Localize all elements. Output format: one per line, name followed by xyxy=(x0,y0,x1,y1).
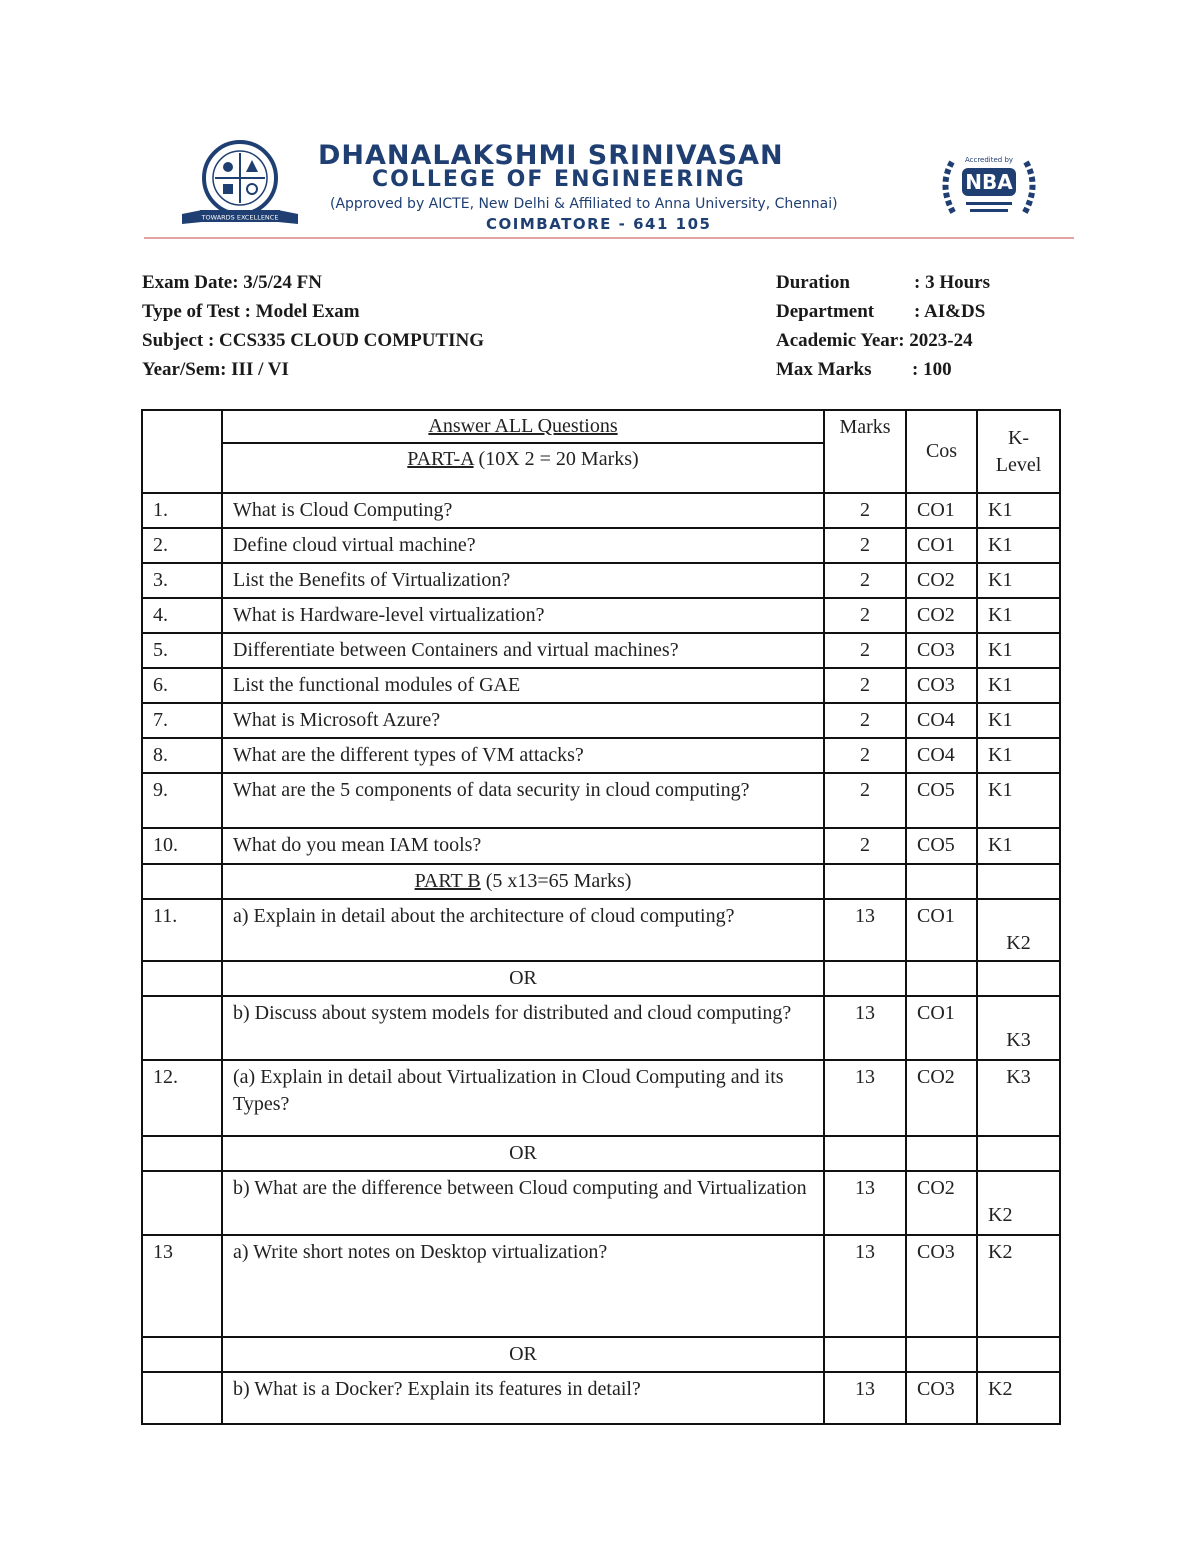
nba-badge-icon xyxy=(930,148,1048,228)
question-text: What are the different types of VM attacks? xyxy=(222,738,824,773)
table-row xyxy=(142,528,1060,563)
question-text: a) Explain in detail about the architecture of cloud computing? xyxy=(222,899,824,961)
question-number: 8. xyxy=(142,738,222,773)
header-divider xyxy=(144,237,1074,239)
question-klevel: K2 xyxy=(977,899,1060,961)
answer-all-instruction: Answer ALL Questions xyxy=(223,411,823,444)
question-marks: 13 xyxy=(824,1235,906,1337)
question-marks: 2 xyxy=(824,598,906,633)
part-a-marks: (10X 2 = 20 Marks) xyxy=(473,448,639,470)
crest-motto: TOWARDS EXCELLENCE xyxy=(201,213,279,222)
question-co: CO1 xyxy=(906,528,977,563)
question-klevel: K3 xyxy=(977,1060,1060,1136)
question-marks: 2 xyxy=(824,528,906,563)
question-text: b) What is a Docker? Explain its features in detail? xyxy=(222,1372,824,1424)
subject: Subject : CCS335 CLOUD COMPUTING xyxy=(142,330,484,351)
duration xyxy=(776,268,990,297)
part-b-heading xyxy=(222,864,824,899)
header-empty-cell xyxy=(142,410,222,493)
duration-value: : 3 Hours xyxy=(914,272,990,293)
question-klevel: K1 xyxy=(977,668,1060,703)
table-row xyxy=(142,493,1060,528)
question-co: CO4 xyxy=(906,703,977,738)
table-row xyxy=(142,1171,1060,1235)
question-text: b) What are the difference between Cloud computing and Virtualization xyxy=(222,1171,824,1235)
question-text: Define cloud virtual machine? xyxy=(222,528,824,563)
question-marks: 13 xyxy=(824,1060,906,1136)
table-row xyxy=(142,1235,1060,1337)
college-city: COIMBATORE - 641 105 xyxy=(486,215,712,233)
question-number: 5. xyxy=(142,633,222,668)
exam-meta-left xyxy=(142,268,484,384)
department xyxy=(776,297,990,326)
nba-text: NBA xyxy=(965,170,1013,194)
question-co: CO3 xyxy=(906,1235,977,1337)
question-marks: 2 xyxy=(824,493,906,528)
question-number: 9. xyxy=(142,773,222,828)
question-klevel: K1 xyxy=(977,493,1060,528)
table-row xyxy=(142,598,1060,633)
or-row xyxy=(142,1136,1060,1171)
question-text: a) Write short notes on Desktop virtualization? xyxy=(222,1235,824,1337)
part-a-heading xyxy=(223,444,823,475)
klevel-header-line2: Level xyxy=(995,453,1042,476)
college-crest-icon xyxy=(178,140,302,228)
question-text: What do you mean IAM tools? xyxy=(222,828,824,864)
question-co: CO1 xyxy=(906,899,977,961)
question-klevel: K2 xyxy=(977,1171,1060,1235)
question-co: CO2 xyxy=(906,1171,977,1235)
question-number: 6. xyxy=(142,668,222,703)
question-number: 4. xyxy=(142,598,222,633)
part-a-title: PART-A xyxy=(407,448,474,470)
question-co: CO5 xyxy=(906,828,977,864)
question-co: CO1 xyxy=(906,493,977,528)
table-row xyxy=(142,899,1060,961)
exam-meta-right xyxy=(776,268,990,384)
table-row xyxy=(142,828,1060,864)
question-number: 7. xyxy=(142,703,222,738)
table-row xyxy=(142,738,1060,773)
max-marks xyxy=(776,355,990,384)
question-text: b) Discuss about system models for distributed and cloud computing? xyxy=(222,996,824,1060)
question-number: 13 xyxy=(142,1235,222,1337)
college-name: DHANALAKSHMI SRINIVASAN xyxy=(318,140,784,171)
question-klevel: K1 xyxy=(977,773,1060,828)
question-number: 1. xyxy=(142,493,222,528)
academic-year: Academic Year: 2023-24 xyxy=(776,330,973,351)
table-row xyxy=(142,563,1060,598)
question-number: 12. xyxy=(142,1060,222,1136)
question-co: CO5 xyxy=(906,773,977,828)
question-klevel: K1 xyxy=(977,738,1060,773)
question-text: List the functional modules of GAE xyxy=(222,668,824,703)
question-co: CO1 xyxy=(906,996,977,1060)
question-marks: 13 xyxy=(824,1171,906,1235)
question-text: List the Benefits of Virtualization? xyxy=(222,563,824,598)
part-b-title: PART B xyxy=(414,870,481,892)
or-row xyxy=(142,961,1060,996)
question-text: What is Hardware-level virtualization? xyxy=(222,598,824,633)
part-b-marks: (5 x13=65 Marks) xyxy=(480,870,632,892)
question-text: Differentiate between Containers and virtual machines? xyxy=(222,633,824,668)
question-text: What is Cloud Computing? xyxy=(222,493,824,528)
question-marks: 2 xyxy=(824,773,906,828)
question-co: CO2 xyxy=(906,563,977,598)
question-marks: 2 xyxy=(824,828,906,864)
department-label: Department xyxy=(776,301,875,322)
table-header-row xyxy=(142,410,1060,493)
college-subtitle: COLLEGE OF ENGINEERING xyxy=(372,167,746,192)
question-klevel: K1 xyxy=(977,563,1060,598)
question-number: 2. xyxy=(142,528,222,563)
question-number xyxy=(142,1171,222,1235)
duration-label: Duration xyxy=(776,272,850,293)
or-label: OR xyxy=(222,1136,824,1171)
question-klevel: K2 xyxy=(977,1235,1060,1337)
nba-caption: Accredited by xyxy=(964,156,1014,164)
question-number: 10. xyxy=(142,828,222,864)
question-co: CO3 xyxy=(906,1372,977,1424)
max-marks-value: : 100 xyxy=(912,359,952,380)
test-type: Type of Test : Model Exam xyxy=(142,301,360,322)
question-marks: 13 xyxy=(824,1372,906,1424)
klevel-column-header xyxy=(977,410,1060,493)
table-row xyxy=(142,633,1060,668)
question-co: CO3 xyxy=(906,668,977,703)
question-klevel: K2 xyxy=(977,1372,1060,1424)
or-label: OR xyxy=(222,1337,824,1372)
or-row xyxy=(142,1337,1060,1372)
table-row xyxy=(142,773,1060,828)
question-marks: 2 xyxy=(824,633,906,668)
table-row xyxy=(142,1372,1060,1424)
question-text: (a) Explain in detail about Virtualization in Cloud Computing and its Types? xyxy=(222,1060,824,1136)
table-row xyxy=(142,668,1060,703)
question-number: 3. xyxy=(142,563,222,598)
question-marks: 2 xyxy=(824,668,906,703)
college-approval: (Approved by AICTE, New Delhi & Affiliated to Anna University, Chennai) xyxy=(330,196,838,212)
question-text: What are the 5 components of data security in cloud computing? xyxy=(222,773,824,828)
table-row xyxy=(142,996,1060,1060)
cos-column-header: Cos xyxy=(906,410,977,493)
question-klevel: K1 xyxy=(977,528,1060,563)
table-row xyxy=(142,1060,1060,1136)
question-klevel: K1 xyxy=(977,598,1060,633)
question-text: What is Microsoft Azure? xyxy=(222,703,824,738)
college-header xyxy=(0,0,1200,250)
question-number xyxy=(142,996,222,1060)
part-b-heading-row xyxy=(142,864,1060,899)
question-klevel: K1 xyxy=(977,828,1060,864)
year-sem: Year/Sem: III / VI xyxy=(142,359,289,380)
department-value: : AI&DS xyxy=(914,301,986,322)
question-table xyxy=(141,409,1061,1425)
question-co: CO2 xyxy=(906,598,977,633)
question-marks: 2 xyxy=(824,738,906,773)
question-number xyxy=(142,1372,222,1424)
klevel-header-line1: K- xyxy=(1007,426,1030,449)
question-co: CO4 xyxy=(906,738,977,773)
question-marks: 13 xyxy=(824,996,906,1060)
header-instruction-cell xyxy=(222,410,824,493)
question-klevel: K1 xyxy=(977,703,1060,738)
exam-date: Exam Date: 3/5/24 FN xyxy=(142,272,322,293)
question-number: 11. xyxy=(142,899,222,961)
question-klevel: K3 xyxy=(977,996,1060,1060)
question-klevel: K1 xyxy=(977,633,1060,668)
question-marks: 2 xyxy=(824,563,906,598)
marks-column-header: Marks xyxy=(824,410,906,493)
table-row xyxy=(142,703,1060,738)
question-marks: 2 xyxy=(824,703,906,738)
question-marks: 13 xyxy=(824,899,906,961)
question-co: CO3 xyxy=(906,633,977,668)
or-label: OR xyxy=(222,961,824,996)
question-co: CO2 xyxy=(906,1060,977,1136)
max-marks-label: Max Marks xyxy=(776,359,872,380)
